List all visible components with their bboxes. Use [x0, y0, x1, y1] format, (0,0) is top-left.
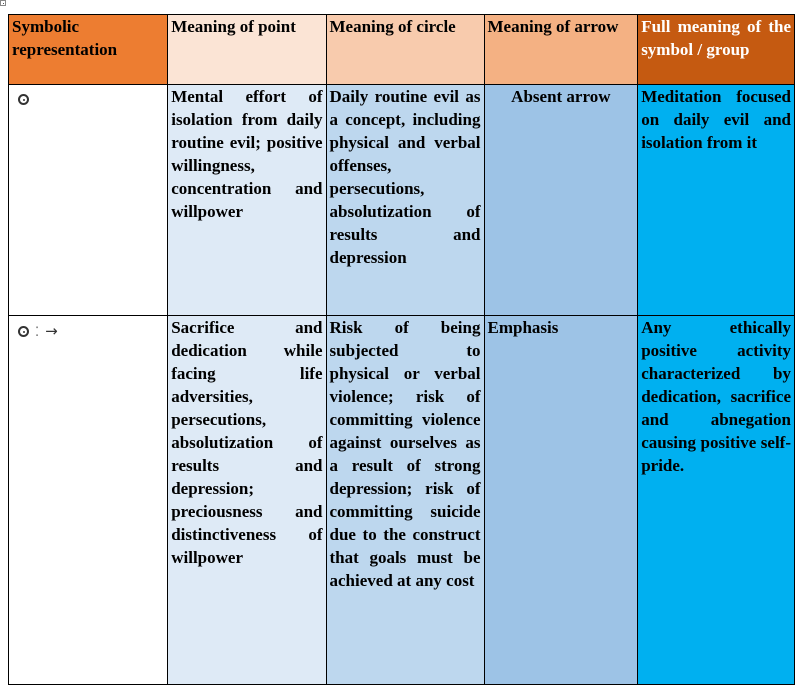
table-row: [9, 316, 795, 685]
dots-symbol: ⁚: [35, 324, 40, 339]
symbol-cell: [9, 85, 168, 316]
arrow-meaning-cell: Absent arrow: [484, 85, 638, 316]
point-meaning-cell: Mental effort of isolation from daily routine evil; positive willingness, concentration and willpower: [168, 85, 326, 316]
symbol-cell: [9, 316, 168, 685]
header-meaning-of-point: Meaning of point: [168, 15, 326, 85]
circled-dot-icon: [18, 94, 29, 105]
table-move-handle[interactable]: [0, 0, 6, 6]
table-row: [9, 85, 795, 316]
header-symbolic-representation: Symbolic representation: [9, 15, 168, 85]
arrow-meaning-cell: Emphasis: [484, 316, 638, 685]
circled-dot-icon: [18, 326, 29, 337]
point-meaning-cell: Sacrifice and dedication while facing life adversities, persecutions, absolutization of results and depression; preciousness and distinctiveness of willpower: [168, 316, 326, 685]
header-full-meaning: Full meaning of the symbol / group: [638, 15, 795, 85]
circle-meaning-cell: Daily routine evil as a concept, including physical and verbal offenses, persecutions, absolutization of results and depression: [326, 85, 484, 316]
header-meaning-of-circle: Meaning of circle: [326, 15, 484, 85]
full-meaning-cell: Meditation focused on daily evil and isolation from it: [638, 85, 795, 316]
full-meaning-cell: Any ethically positive activity characterized by dedication, sacrifice and abnegation causing positive self-pride.: [638, 316, 795, 685]
right-arrow-icon: →: [45, 322, 58, 340]
symbol-meaning-table: [8, 14, 795, 685]
header-row: [9, 15, 795, 85]
header-meaning-of-arrow: Meaning of arrow: [484, 15, 638, 85]
circle-meaning-cell: Risk of being subjected to physical or verbal violence; risk of committing violence against ourselves as a result of strong depression; risk of committing suicide due to the construct that goals must be achieved at any cost: [326, 316, 484, 685]
